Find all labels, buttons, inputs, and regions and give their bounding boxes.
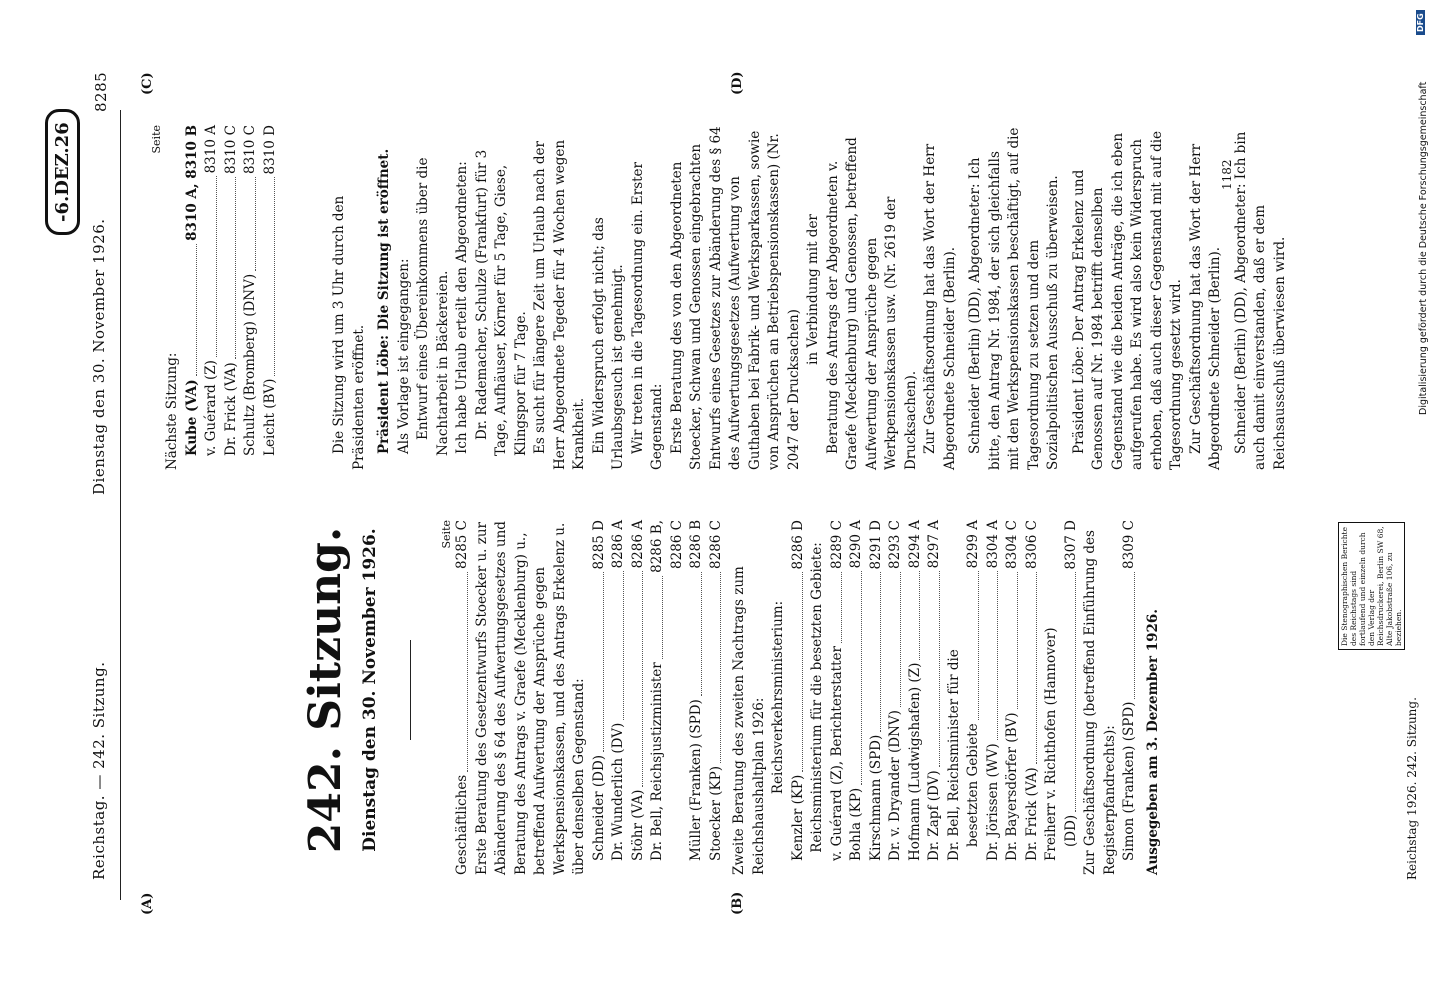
- body-paragraph: Erste Beratung des von den Abgeordneten Stoecker, Schwan und Genossen eingebrachten Entwurfs eines Gesetzes zur Abänderung des § 64 des Aufwertungsgesetzes (Aufwertung von Guthaben bei Fabrik- und Werksparkassen, sowie von Ansprüchen an Betriebspensionskassen) (Nr. 2047 der Drucksachen): [668, 126, 802, 470]
- title-rule: [410, 640, 411, 740]
- body-paragraph: Ein Widerspruch erfolgt nicht; das Urlaubsgesuch ist genehmigt.: [590, 217, 626, 470]
- naechste-row: v. Guérard (Z) 8310 A: [203, 125, 219, 456]
- toc-row: Müller (Franken) (SPD) 8286 B: [688, 520, 704, 861]
- signature-mark: 1182: [1220, 159, 1234, 190]
- body-paragraph: Beratung des Antrags der Abgeordneten v. Graefe (Mecklenburg) und Genossen, betreffend Aufwertung der Ansprüche gegen Werkpensionskassen usw. (Nr. 2619 der Drucksachen).: [824, 137, 919, 470]
- body-paragraph: Als Vorlage ist eingegangen:: [395, 258, 412, 454]
- body-paragraph: Schneider (Berlin) (DD), Abgeordneter: Ich bitte, den Antrag Nr. 1984, der sich gleichfalls mit den Werkspensionskassen beschäftigt, auf die Tagesordnung zu setzen und dem Sozialpolitischen Ausschuß zu überweisen.: [967, 127, 1061, 470]
- toc-row: Dr. Frick (VA) 8306 C: [1023, 520, 1040, 861]
- body-paragraph: Zur Geschäftsordnung hat das Wort der Herr Abgeordnete Schneider (Berlin).: [1187, 143, 1223, 470]
- body-paragraph: Es sucht für längere Zeit um Urlaub nach der Herr Abgeordnete Tegeder für 4 Wochen wegen Krankheit.: [532, 139, 587, 470]
- toc-row: Dr. Bell, Reichsjustizminister 8286 B,: [649, 520, 665, 861]
- body-paragraph: Wir treten in die Tagesordnung ein. Erster Gegenstand:: [629, 161, 665, 470]
- toc-row: 8286 C: [668, 520, 685, 569]
- toc-row: Bohla (KP) 8290 A: [848, 520, 864, 861]
- naechste-heading: Nächste Sitzung:: [164, 352, 180, 470]
- naechste-row: Leicht (BV) 8310 D: [261, 125, 278, 456]
- toc-row: Stöhr (VA) 8286 A: [629, 520, 646, 861]
- dfg-logo: DFG: [1416, 10, 1425, 35]
- margin-letter-d: (D): [730, 71, 745, 95]
- toc-row: v. Guérard (Z), Berichterstatter 8289 C: [828, 520, 845, 861]
- margin-letter-c: (C): [140, 72, 155, 95]
- body-paragraph: Ich habe Urlaub erteilt den Abgeordneten:: [454, 161, 470, 454]
- body-paragraph: Entwurf eines Übereinkommens über die Nachtarbeit in Bäckereien.: [415, 157, 451, 456]
- date-stamp: -6.DEZ.26: [45, 109, 80, 235]
- body-paragraph: Die Sitzung wird um 3 Uhr durch den Präsidenten eröffnet.: [331, 195, 367, 470]
- session-title: 242. Sitzung.: [300, 526, 351, 854]
- body-paragraph: Schneider (Berlin) (DD), Abgeordneter: Ich bin auch damit einverstanden, daß er dem Reichsausschuß überwiesen wird.: [1232, 131, 1288, 470]
- toc-row: Stoecker (KP) 8286 C: [707, 520, 724, 861]
- naechste-sitzung: [150, 125, 280, 470]
- publisher-box: Die Stenographischen Berichte des Reichstags sind fortlaufend und einzeln durch den Verlag der Reichsdruckerei, Berlin SW 68, Alte Jakobstraße 106, zu beziehen.: [1338, 522, 1405, 650]
- naechste-seite-label: Seite: [150, 125, 163, 154]
- toc-row: Dr. Jörissen (WV) 8304 A: [984, 520, 1001, 861]
- toc-row: Hofmann (Ludwigshafen) (Z) 8294 A: [906, 520, 923, 861]
- toc-row: Dr. Zapf (DV) 8297 A: [926, 520, 942, 861]
- toc-freiherr: Freiherr v. Richthofen (Hannover): [1043, 627, 1059, 861]
- toc-row: Schneider (DD) 8285 D: [590, 520, 607, 861]
- naechste-row: Dr. Frick (VA) 8310 C: [222, 125, 239, 456]
- toc: [440, 520, 1163, 875]
- body-paragraph: Dr. Rademacher, Schulze (Frankfurt) für 3 Tage, Aufhäuser, Körner für 5 Tage, Giese, Klingspor für 7 Tage.: [473, 149, 529, 456]
- toc-zweite-beratung: Zweite Beratung des zweiten Nachtrags zum Reichshaushaltplan 1926:: [731, 566, 767, 875]
- toc-row: Dr. v. Dryander (DNV) 8293 C: [887, 520, 903, 861]
- body-paragraph: in Verbindung mit der: [805, 214, 821, 365]
- session-body: [330, 125, 1290, 470]
- toc-row: (DD) 8307 D: [1062, 520, 1079, 847]
- toc-bell-minister: Dr. Bell, Reichsminister für die: [945, 649, 962, 861]
- header-center: Dienstag den 30. November 1926.: [90, 218, 108, 495]
- toc-reichsverkehrsministerium: Reichsverkehrsministerium:: [770, 600, 786, 795]
- toc-ausgegeben: Ausgegeben am 3. Dezember 1926.: [1144, 609, 1161, 875]
- header-left: Reichstag. — 242. Sitzung.: [90, 661, 108, 880]
- toc-row: besetzten Gebiete 8299 A: [965, 520, 981, 847]
- margin-letter-b: (B): [730, 891, 745, 915]
- body-paragraph: Zur Geschäftsordnung hat das Wort der Herr Abgeordnete Schneider (Berlin).: [922, 143, 958, 470]
- dfg-credit: Digitalisierung gefördert durch die Deutsche Forschungsgemeinschaft: [1418, 81, 1429, 415]
- toc-row: Simon (Franken) (SPD) 8309 C: [1121, 520, 1137, 861]
- toc-geschaeftsordnung: Zur Geschäftsordnung (betreffend Einführung des Registerpfandrechts):: [1082, 530, 1118, 875]
- toc-seite-label: Seite: [440, 520, 453, 549]
- toc-row: Dr. Bayersdörfer (BV) 8304 C: [1004, 520, 1020, 861]
- footer-left: Reichstag 1926. 242. Sitzung.: [1405, 697, 1419, 880]
- toc-row: Dr. Wunderlich (DV) 8286 A: [610, 520, 626, 861]
- toc-row: Kenzler (KP) 8286 D: [789, 520, 806, 861]
- header-page-number: 8285: [92, 71, 110, 112]
- toc-erste-beratung: Erste Beratung des Gesetzentwurfs Stoecker u. zur Abänderung des § 64 des Aufwertungsgesetzes und Beratung des Antrags v. Graefe (Mecklenburg) u., betreffend Aufwertung der Ansprüche gegen Werkspensionskassen, und des Antrags Erkelenz u. über denselben Gegenstand:: [473, 521, 587, 875]
- naechste-row: Schultz (Bromberg) (DNV) 8310 C: [242, 125, 258, 456]
- naechste-row: Kube (VA) 8310 A, 8310 B: [183, 125, 200, 456]
- toc-reichsministerium: Reichsministerium für die besetzten Gebiete:: [809, 542, 825, 853]
- margin-letter-a: (A): [140, 892, 155, 915]
- header-rule: [120, 110, 121, 900]
- toc-row: Kirschmann (SPD) 8291 D: [867, 520, 884, 861]
- body-paragraph: Präsident Löbe: Der Antrag Erkelenz und Genossen auf Nr. 1984 betrifft denselben Gegenstand wie die beiden Anträge, die ich eben aufgerufen habe. Es wird also kein Widerspruch erhoben, daß auch dieser Gegenstand mit auf die Tagesordnung gesetzt wird.: [1070, 130, 1184, 470]
- body-paragraph: Präsident Löbe: Die Sitzung ist eröffnet.: [376, 148, 392, 454]
- session-date: Dienstag den 30. November 1926.: [360, 528, 380, 852]
- toc-row: Geschäftliches 8285 C: [454, 520, 470, 875]
